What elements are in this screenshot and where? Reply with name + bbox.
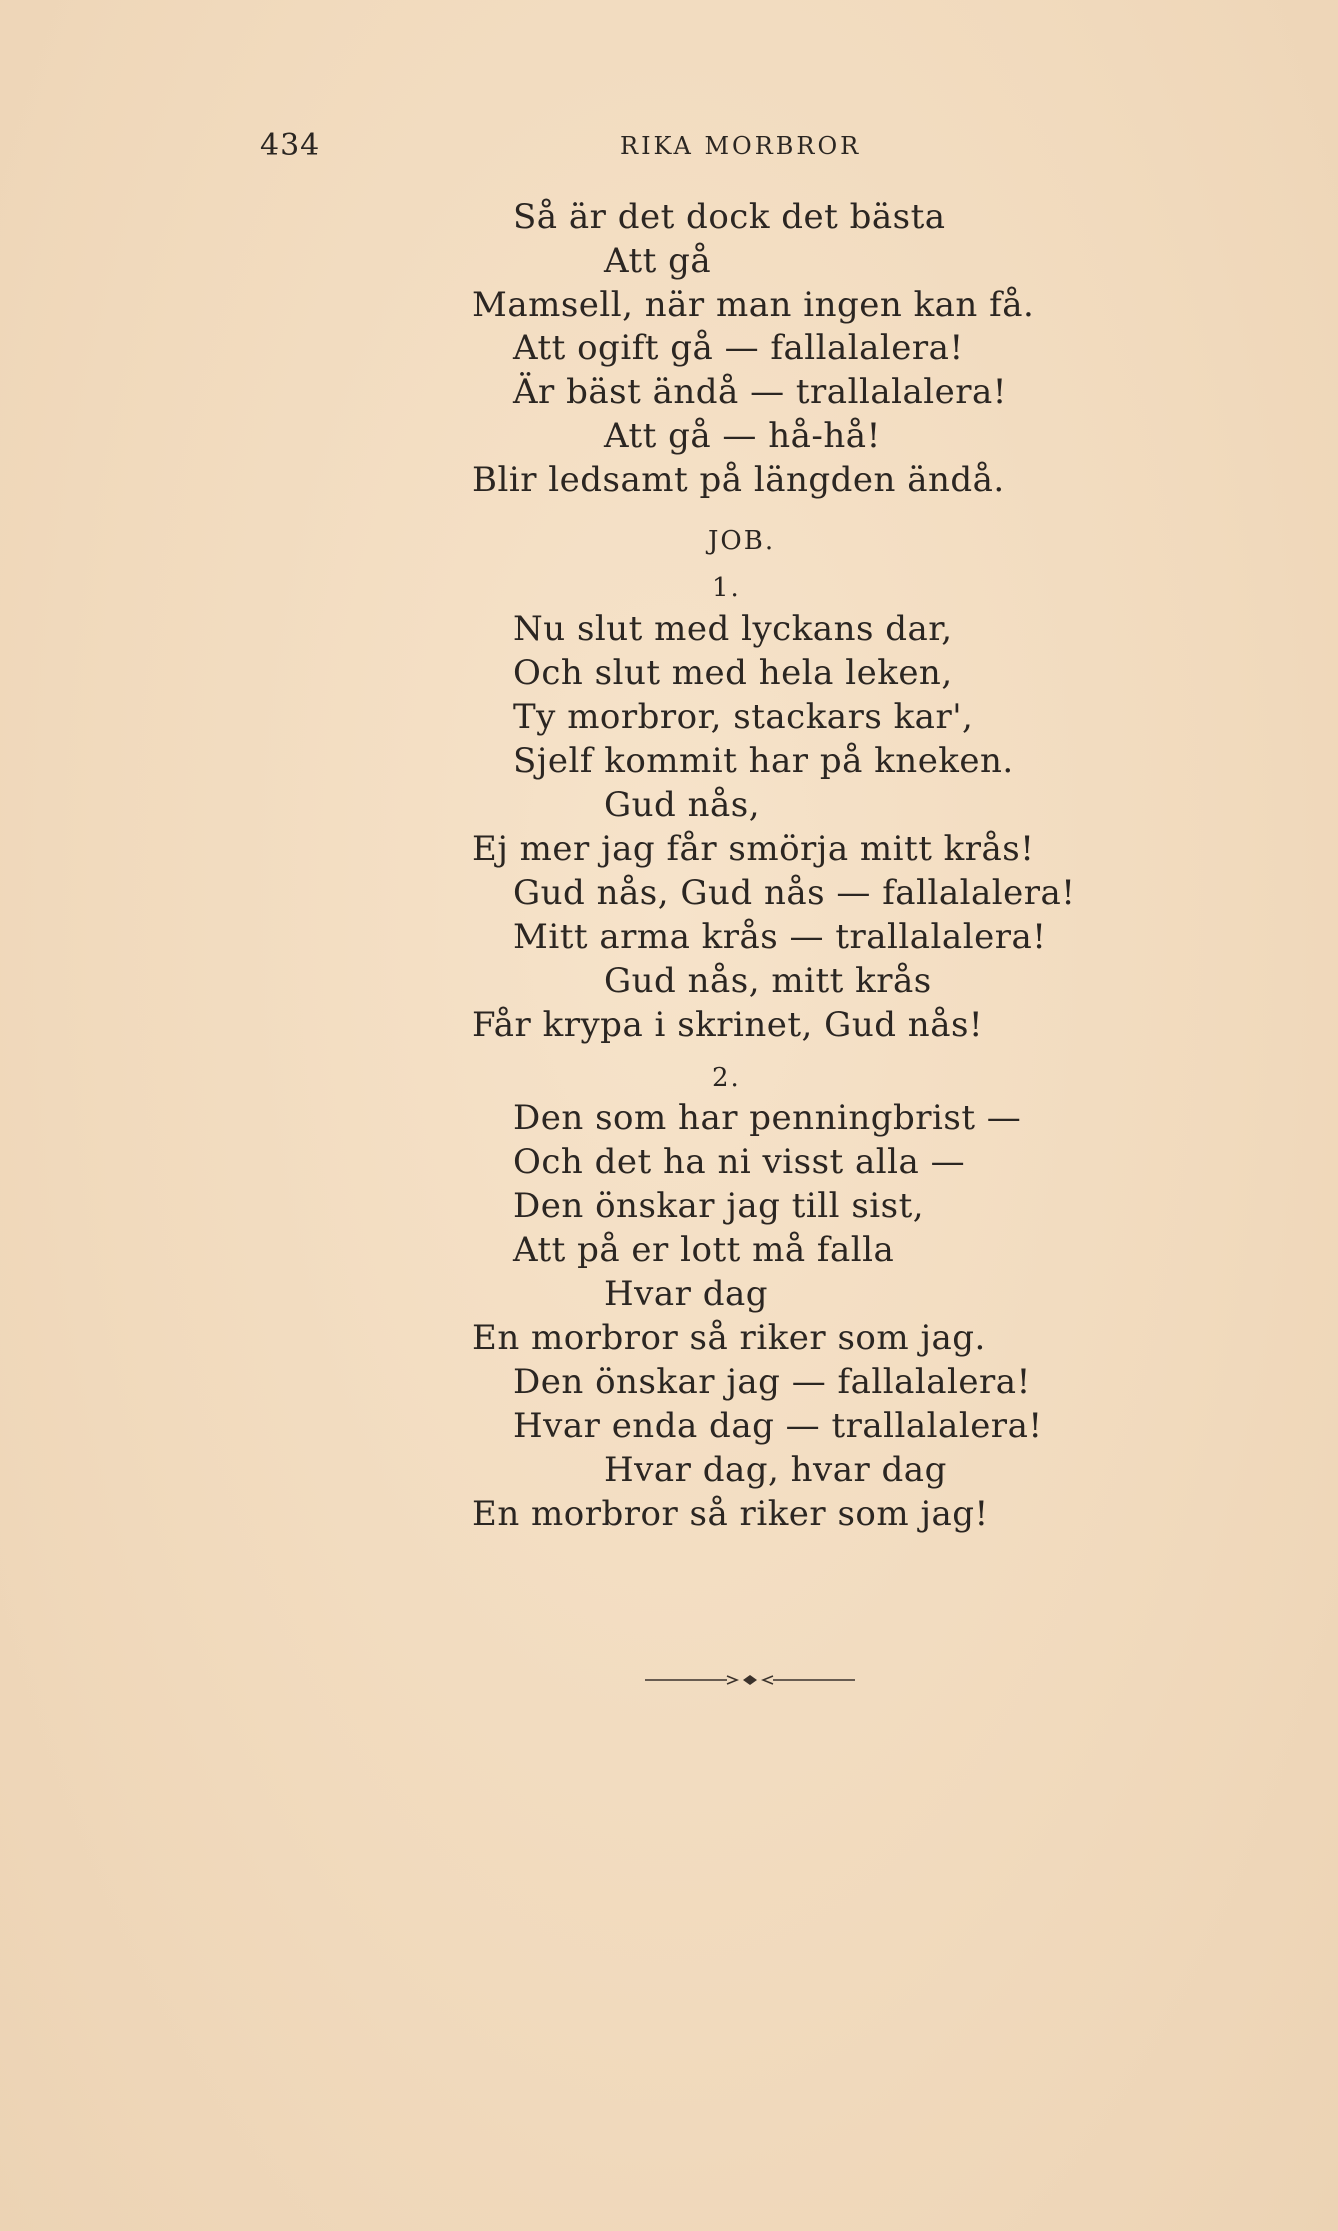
- poem-line: Gud nås, Gud nås — fallalalera!: [513, 873, 1076, 913]
- poem-line: Nu slut med lyckans dar,: [513, 609, 953, 649]
- verse-number: 2.: [712, 1063, 741, 1093]
- poem-line: Gud nås, mitt krås: [604, 961, 932, 1001]
- poem-line: Är bäst ändå — trallalalera!: [513, 372, 1007, 412]
- poem-line: Den som har penningbrist —: [513, 1098, 1022, 1138]
- poem-line: Ty morbror, stackars kar',: [513, 697, 974, 737]
- poem-line: Mitt arma krås — trallalalera!: [513, 917, 1047, 957]
- poem-line: En morbror så riker som jag!: [472, 1494, 989, 1534]
- page-header: [0, 128, 1338, 168]
- page-number: 434: [260, 128, 321, 163]
- poem-line: Gud nås,: [604, 785, 761, 825]
- poem-line: Hvar dag, hvar dag: [604, 1450, 947, 1490]
- poem-line: Mamsell, när man ingen kan få.: [472, 285, 1035, 325]
- running-title: RIKA MORBROR: [620, 132, 862, 160]
- poem-line: En morbror så riker som jag.: [472, 1318, 986, 1358]
- poem-line: Blir ledsamt på längden ändå.: [472, 460, 1005, 500]
- end-ornament-icon: [645, 1670, 855, 1690]
- section-title: JOB.: [708, 526, 776, 556]
- poem-line: Hvar enda dag — trallalalera!: [513, 1406, 1043, 1446]
- poem-line: Hvar dag: [604, 1274, 768, 1314]
- poem-line: Så är det dock det bästa: [513, 197, 946, 237]
- verse-number: 1.: [712, 573, 741, 603]
- poem-line: Den önskar jag till sist,: [513, 1186, 925, 1226]
- poem-line: Att på er lott må falla: [513, 1230, 895, 1270]
- poem-line: Att gå — hå-hå!: [604, 416, 881, 456]
- poem-line: Att gå: [604, 241, 712, 281]
- poem-line: Att ogift gå — fallalalera!: [513, 328, 964, 368]
- poem-line: Och det ha ni visst alla —: [513, 1142, 966, 1182]
- poem-line: Sjelf kommit har på kneken.: [513, 741, 1014, 781]
- poem-line: Den önskar jag — fallalalera!: [513, 1362, 1031, 1402]
- poem-line: Får krypa i skrinet, Gud nås!: [472, 1005, 984, 1045]
- poem-line: Ej mer jag får smörja mitt krås!: [472, 829, 1035, 869]
- poem-line: Och slut med hela leken,: [513, 653, 953, 693]
